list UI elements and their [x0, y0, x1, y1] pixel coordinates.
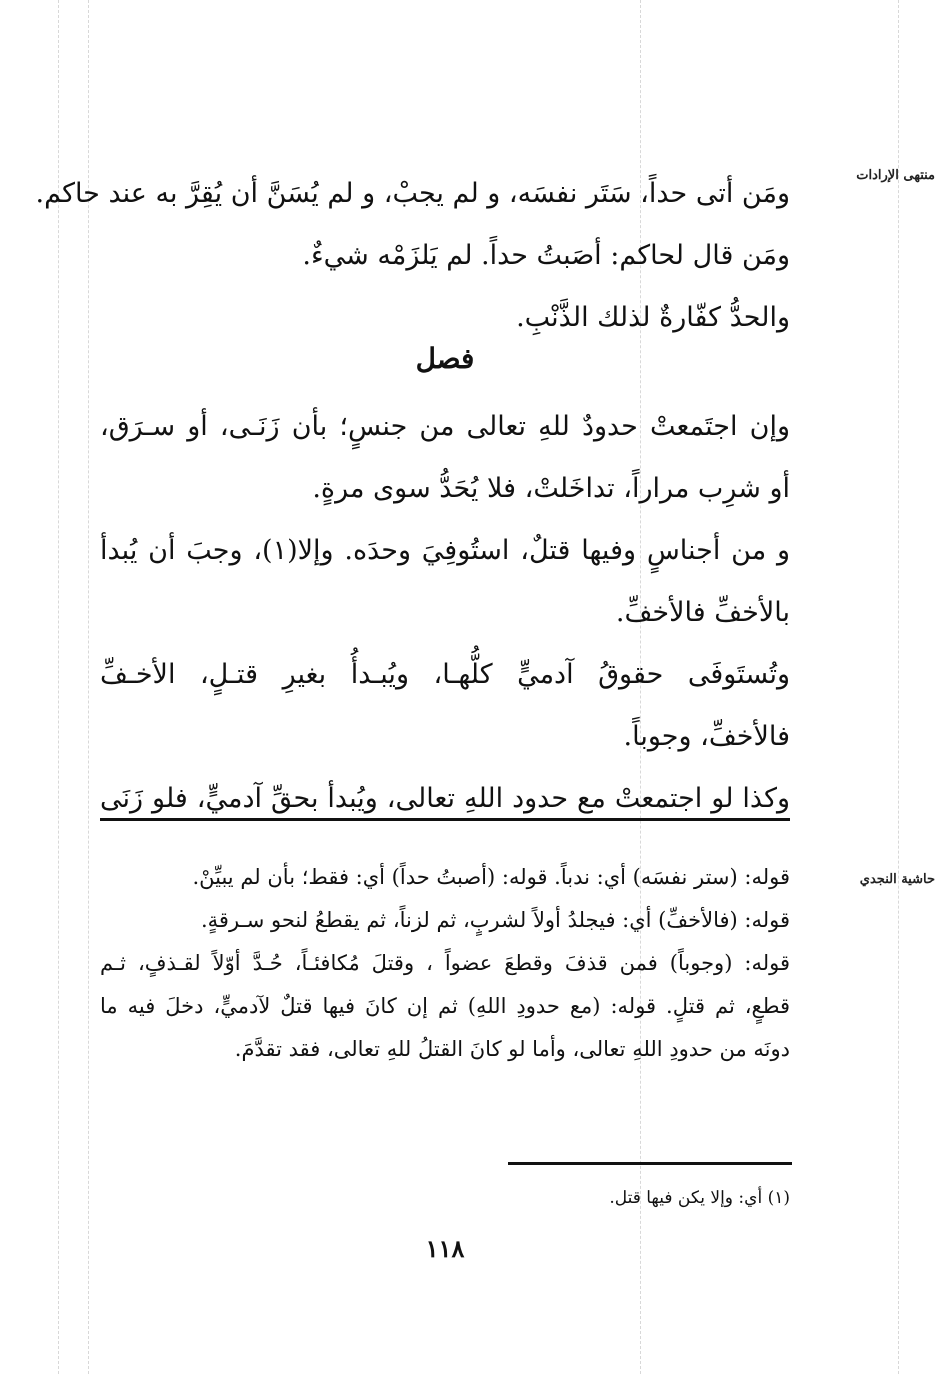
main-line: وتُستَوفَى حقوقُ آدميٍّ كلُّهـا، ويُبـدأُ بغيرِ قتـلٍ، الأخـفِّ: [100, 659, 790, 690]
page-number: ١١٨: [425, 1234, 465, 1263]
main-line: ومَن قال لحاكم: أصَبتُ حداً. لم يَلزَمْه شيءٌ.: [302, 240, 790, 271]
main-line: ومَن أتى حداً، سَتَر نفسَه، و لم يجبْ، و لم يُسَنَّ أن يُقِرَّ به عند حاكم.: [35, 178, 790, 209]
gloss-line: قوله: (فالأخفِّ) أي: فيجلدُ أولاً لشربٍ، ثم لزناً، ثم يقطعُ لنحو سـرقةٍ.: [200, 908, 790, 932]
gloss-line: دونَه من حدودِ اللهِ تعالى، وأما لو كانَ القتلُ للهِ تعالى، فقد تقدَّمَ.: [234, 1037, 790, 1061]
main-line: فالأخفِّ، وجوباً.: [623, 721, 790, 752]
main-line: أو شرِب مراراً، تداخَلتْ، فلا يُحَدُّ سوى مرةٍ.: [312, 473, 790, 504]
main-line: و من أجناسٍ وفيها قتلٌ، استُوفِيَ وحدَه. وإلا(١)، وجبَ أن يُبدأ: [100, 535, 791, 566]
footnote: (١) أي: وإلا يكن فيها قتل.: [609, 1188, 790, 1208]
side-label-main-text: منتهى الإرادات: [856, 168, 935, 183]
scan-artifact-line: [898, 0, 899, 1374]
gloss-line: قوله: (ستر نفسَه) أي: ندباً. قوله: (أصبتُ حداً) أي: فقط؛ بأن لم يبيِّنْ.: [192, 865, 790, 889]
main-text-bottom: [100, 396, 790, 830]
main-gloss-divider: [100, 818, 790, 821]
main-text-top: [35, 163, 790, 349]
main-line: وإن اجتَمعتْ حدودٌ للهِ تعالى من جنسٍ؛ بأن زَنَـى، أو سـرَق،: [100, 411, 790, 442]
side-label-gloss: حاشية النجدي: [859, 872, 935, 887]
gloss-block: [100, 856, 790, 1071]
main-line: وكذا لو اجتمعتْ مع حدود اللهِ تعالى، ويُبدأ بحقِّ آدميٍّ، فلو زَنَى: [100, 783, 790, 814]
main-line: بالأخفِّ فالأخفِّ.: [615, 597, 790, 628]
footnote-divider: [508, 1162, 792, 1165]
section-heading: فصل: [415, 342, 475, 375]
gloss-line: قوله: (وجوباً) فمن قذفَ وقطعَ عضواً ، وقتلَ مُكافئـاً، حُـدَّ أوّلاً لقـذفٍ، ثـم: [100, 951, 790, 975]
gloss-line: قطعٍ، ثم قتلٍ. قوله: (مع حدودِ اللهِ) ثم إن كانَ فيها قتلٌ لآدميٍّ، دخلَ فيه ما: [100, 994, 790, 1018]
main-line: والحدُّ كفّارةٌ لذلك الذَّنْبِ.: [516, 302, 790, 333]
